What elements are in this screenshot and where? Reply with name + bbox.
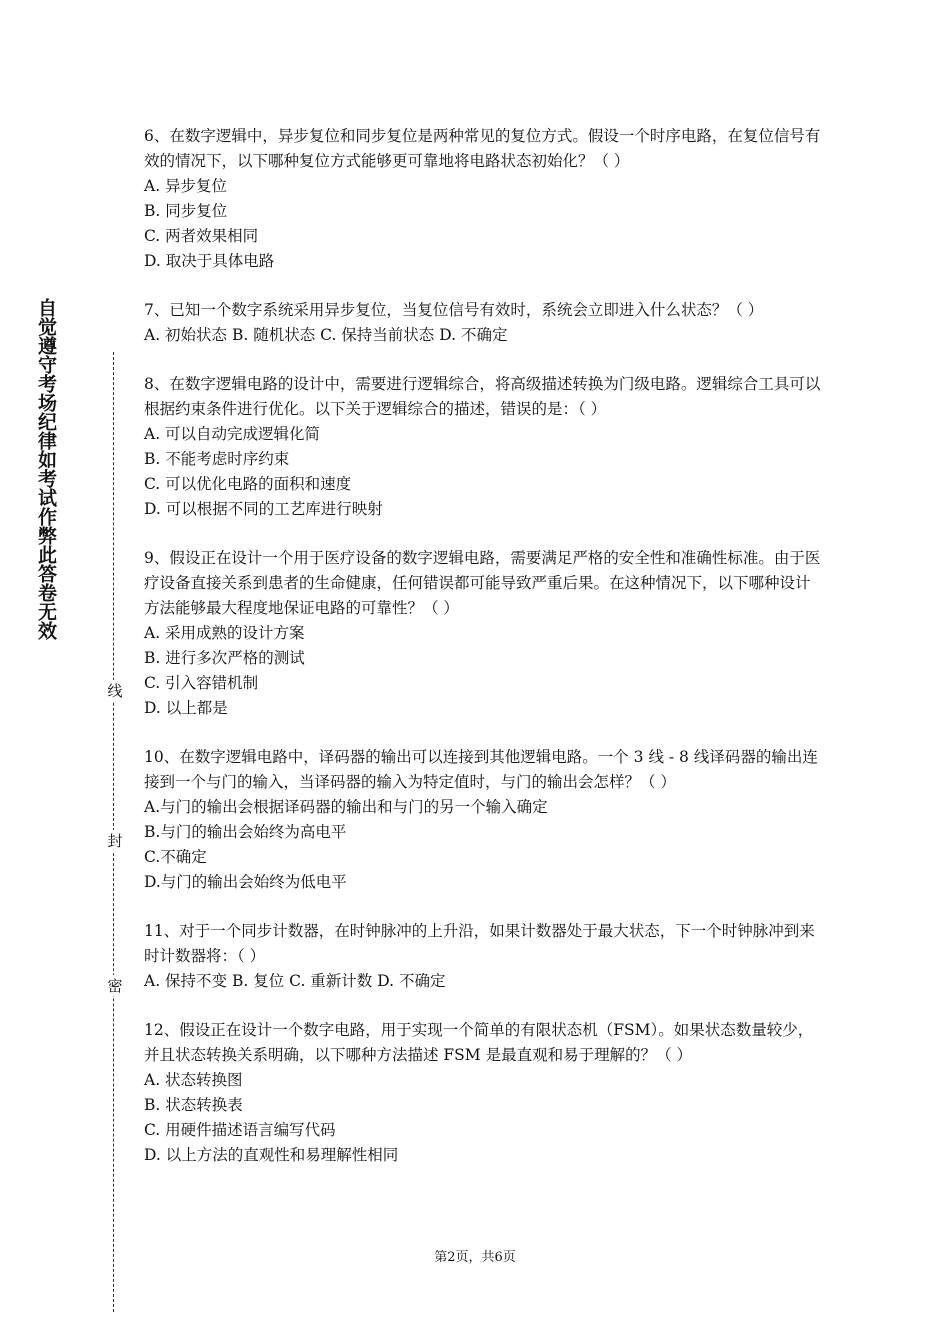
question-text: 8、在数字逻辑电路的设计中，需要进行逻辑综合，将高级描述转换为门级电路。逻辑综合工具可以根据约束条件进行优化。以下关于逻辑综合的描述，错误的是：（ ） [144,375,821,418]
option: B. 状态转换表 [144,1096,243,1114]
question-text: 12、假设正在设计一个数字电路，用于实现一个简单的有限状态机（FSM）。如果状态数量较少，并且状态转换关系明确，以下哪种方法描述 FSM 是最直观和易于理解的？（ ） [144,1021,814,1064]
page-number: 第2页，共6页 [434,1250,516,1265]
question-8 [144,372,824,522]
option: B. 进行多次严格的测试 [144,649,305,667]
question-7 [144,298,824,348]
question-text: 11、对于一个同步计数器，在时钟脉冲的上升沿，如果计数器处于最大状态，下一个时钟脉冲到来时计数器将：（ ） [144,922,815,965]
option: A. 保持不变 B. 复位 C. 重新计数 D. 不确定 [144,972,446,990]
seal-label-line: 线 [107,682,123,700]
option: A. 状态转换图 [144,1071,243,1089]
question-12 [144,1018,824,1168]
exam-warning-text: 自觉遵守考场纪律如考试作弊此答卷无效 [35,298,57,640]
option: D. 以上都是 [144,699,228,717]
question-text: 10、在数字逻辑电路中，译码器的输出可以连接到其他逻辑电路。一个 3 线 - 8 线译码器的输出连接到一个与门的输入，当译码器的输入为特定值时，与门的输出会怎样？（ ） [144,748,818,791]
question-list [144,124,824,1192]
option: A. 采用成熟的设计方案 [144,624,305,642]
question-text: 9、假设正在设计一个用于医疗设备的数字逻辑电路，需要满足严格的安全性和准确性标准。由于医疗设备直接关系到患者的生命健康，任何错误都可能导致严重后果。在这种情况下，以下哪种设计方法能够最大程度地保证电路的可靠性？（ ） [144,549,821,617]
option: D. 可以根据不同的工艺库进行映射 [144,500,383,518]
option: D. 以上方法的直观性和易理解性相同 [144,1146,399,1164]
option: C. 两者效果相同 [144,227,259,245]
option: A.与门的输出会根据译码器的输出和与门的另一个输入确定 [144,798,548,816]
question-text: 7、已知一个数字系统采用异步复位，当复位信号有效时，系统会立即进入什么状态？（ ） [144,301,764,319]
option: B. 同步复位 [144,202,228,220]
seal-label-seal: 封 [107,832,123,850]
question-text: 6、在数字逻辑中，异步复位和同步复位是两种常见的复位方式。假设一个时序电路，在复位信号有效的情况下，以下哪种复位方式能够更可靠地将电路状态初始化？（ ） [144,127,821,170]
option: D.与门的输出会始终为低电平 [144,873,347,891]
option: C.不确定 [144,848,207,866]
question-6 [144,124,824,274]
option: A. 初始状态 B. 随机状态 C. 保持当前状态 D. 不确定 [144,326,508,344]
question-11 [144,919,824,994]
option: C. 可以优化电路的面积和速度 [144,475,352,493]
question-9 [144,546,824,721]
seal-label-secret: 密 [107,977,123,995]
option: A. 可以自动完成逻辑化简 [144,425,321,443]
question-10 [144,745,824,895]
option: D. 取决于具体电路 [144,252,275,270]
option: C. 引入容错机制 [144,674,259,692]
option: B. 不能考虑时序约束 [144,450,290,468]
option: A. 异步复位 [144,177,228,195]
option: C. 用硬件描述语言编写代码 [144,1121,336,1139]
option: B.与门的输出会始终为高电平 [144,823,347,841]
